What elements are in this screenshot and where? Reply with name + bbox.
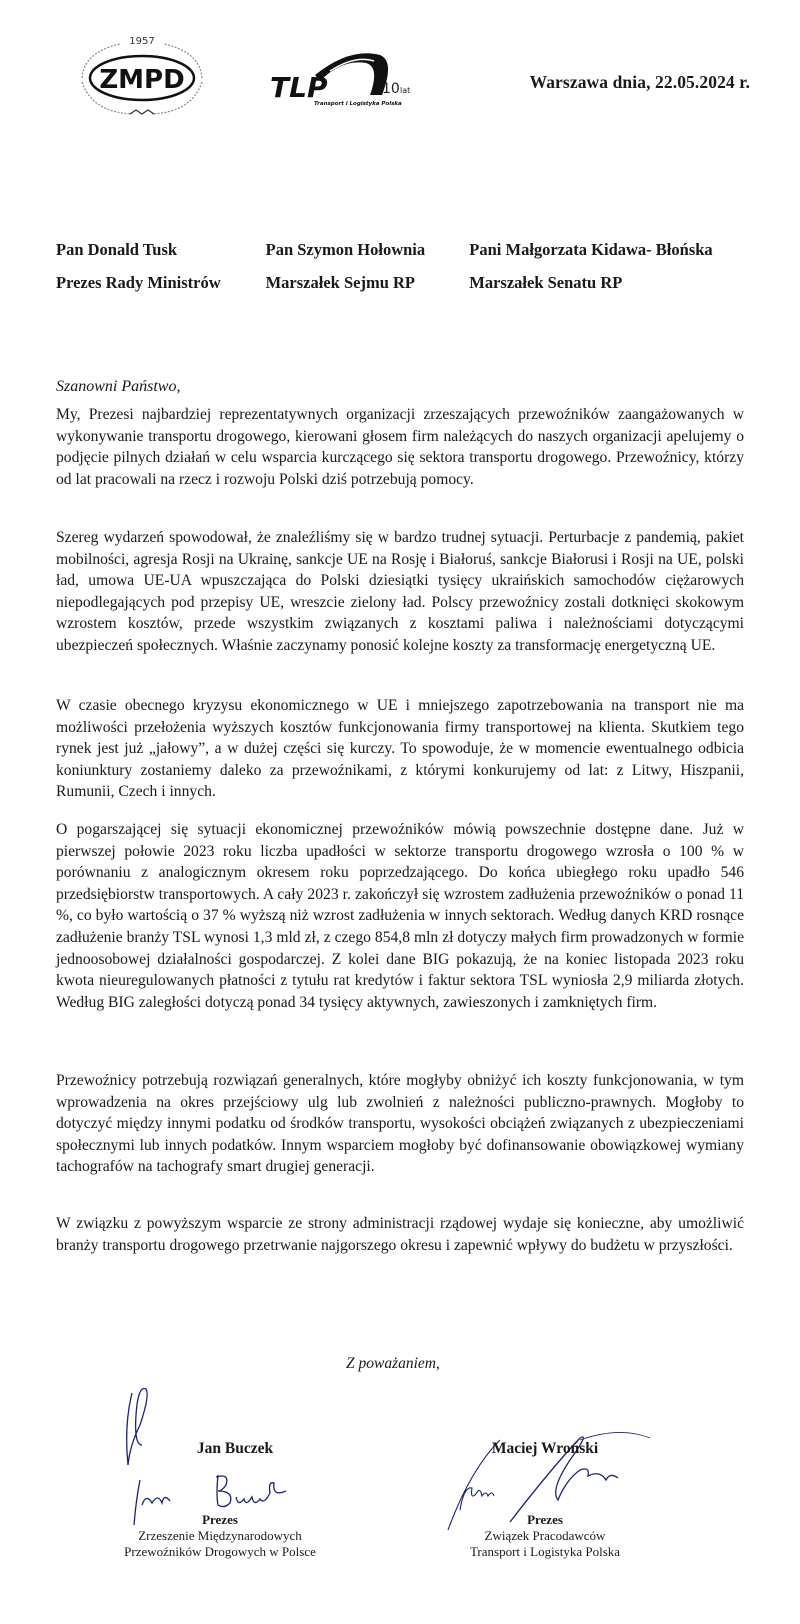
salutation: Szanowni Państwo, xyxy=(56,378,181,395)
addressee-senate-marshal xyxy=(469,240,756,293)
paragraph-statistics: O pogarszającej się sytuacji ekonomicznej przewoźników mówią powszechnie dostępne dane. Już w pierwszej połowie 2023 roku liczba upadłości w sektorze transportu drogowego wzrosła o 100 % w porównaniu z analogicznym okresem roku poprzedzającego. Do końca ubiegłego roku upadło 546 przedsiębiorstw transportowych. A cały 2023 r. zakończył się wzrostem zadłużenia przewoźników o ponad 11 %, co było wartością o 37 % wyższą niż wzrost zadłużenia w innych sektorach. Według danych KRD rosnące zadłużenie branży TSL wynosi 1,3 mld zł, z czego 854,8 mln zł dotyczy małych firm prowadzonych w formie jednoosobowej działalności gospodarczej. Z kolei dane BIG pokazują, że na koniec listopada 2023 roku kwota nieuregulowanych płatności z tytułu rat kredytów i faktur sektora TSL wyniosła 2,9 miliarda złotych. Według BIG zaległości dotyczą ponad 34 tysięcy aktywnych, zawieszonych i zamkniętych firm. xyxy=(56,821,744,1011)
paragraph-events: Szereg wydarzeń spowodował, że znaleźliśmy się w bardzo trudnej sytuacji. Perturbacje z pandemią, pakiet mobilności, agresja Rosji na Ukrainę, sankcje UE na Rosję i Białoruś, sankcje Białorusi i Rosji na UE, polski ład, umowa UE-UA wpuszczająca do Polski dziesiątki tysięcy ukraińskich samochodów ciężarowych niepodlegających pod przepisy UE, wreszcie zielony ład. Polscy przewoźnicy zostali dotknięci skokowym wzrostem kosztów, przede wszystkim związanych z kosztami paliwa i należnościami dotyczącymi ubezpieczeń społecznych. Właśnie zaczynamy ponosić kolejne koszty za transformację energetyczną UE. xyxy=(56,529,744,654)
addressee-name: Pan Donald Tusk xyxy=(56,240,178,259)
signatory-org-line1: Związek Pracodawców xyxy=(484,1528,606,1543)
logo-subtitle: Transport i Logistyka Polska xyxy=(314,101,402,107)
paragraph-solutions: Przewoźnicy potrzebują rozwiązań generalnych, które mogłyby obniżyć ich koszty funkcjonowania, w tym wprowadzenia na okres przejściowy ulg lub zwolnień z należności publiczno-prawnych. Mogłoby to dotyczyć między innymi podatku od środków transportu, wysokości obciążeń związanych z ubezpieczeniami społecznymi lub innych podatków. Innym wsparciem mogłoby być dofinansowanie obowiązkowej wymiany tachografów na tachografy smart drugiej generacji. xyxy=(56,1072,744,1176)
addressee-role: Marszałek Sejmu RP xyxy=(265,273,415,292)
addressee-role: Marszałek Senatu RP xyxy=(469,273,623,292)
logo-anniversary-number: 10 xyxy=(382,81,400,97)
addressee-role: Prezes Rady Ministrów xyxy=(56,273,221,292)
signatory-title: Prezes xyxy=(527,1512,563,1527)
paragraph-conclusion: W związku z powyższym wsparcie ze strony administracji rządowej wydaje się konieczne, aby umożliwić branży transportu drogowego przetrwanie najgorszego okresu i zapewnić wpływy do budżetu w przyszłości. xyxy=(56,1215,744,1254)
signatory-org-line2: Przewoźników Drogowych w Polsce xyxy=(124,1544,316,1559)
paragraph-appeal: My, Prezesi najbardziej reprezentatywnych organizacji zrzeszających przewoźników zaangażowanych w wykonywanie transportu drogowego, kierowani głosem firm należących do naszych organizacji apelujemy o podjęcie pilnych działań w celu wsparcia kurczącego się sektora transportu drogowego. Przewoźnicy, którzy od lat pracowali na rzecz i rozwoju Polski dziś potrzebują pomocy. xyxy=(56,406,744,488)
signatory-right xyxy=(440,1440,650,1560)
signatory-name: Maciej Wroński xyxy=(491,1440,599,1457)
logo-year: 1957 xyxy=(129,36,155,47)
addressees xyxy=(56,240,756,293)
signatory-org-line2: Transport i Logistyka Polska xyxy=(469,1544,621,1559)
addressee-sejm-marshal xyxy=(266,240,470,293)
addressee-name: Pani Małgorzata Kidawa- Błońska xyxy=(469,240,713,259)
signatory-org-line1: Zrzeszenie Międzynarodowych xyxy=(138,1528,302,1543)
addressee-prime-minister xyxy=(56,240,266,293)
tlp-logo xyxy=(270,45,420,110)
signatory-title: Prezes xyxy=(202,1512,238,1527)
zmpd-logo xyxy=(72,30,212,120)
closing-phrase: Z poważaniem, xyxy=(346,1355,440,1372)
logo-text: ZMPD xyxy=(99,65,185,95)
paragraph-crisis: W czasie obecnego kryzysu ekonomicznego w UE i mniejszego zapotrzebowania na transport nie ma możliwości przełożenia wyższych kosztów funkcjonowania firmy transportowej na klienta. Skutkiem tego rynek jest już „jałowy”, a w dużej części się kurczy. To spowoduje, że w momencie ewentualnego odbicia koniunktury zostaniemy daleko za przewoźnikami, z którymi konkurujemy od lat: z Litwy, Hiszpanii, Rumunii, Czech i innych. xyxy=(56,697,744,801)
signatory-name: Jan Buczek xyxy=(196,1440,274,1457)
signatory-left xyxy=(110,1440,330,1560)
letter-date: Warszawa dnia, 22.05.2024 r. xyxy=(529,72,750,92)
logo-tlp-text: TLP xyxy=(270,71,328,104)
logo-anniversary-word: lat xyxy=(400,86,411,95)
addressee-name: Pan Szymon Hołownia xyxy=(265,240,426,259)
